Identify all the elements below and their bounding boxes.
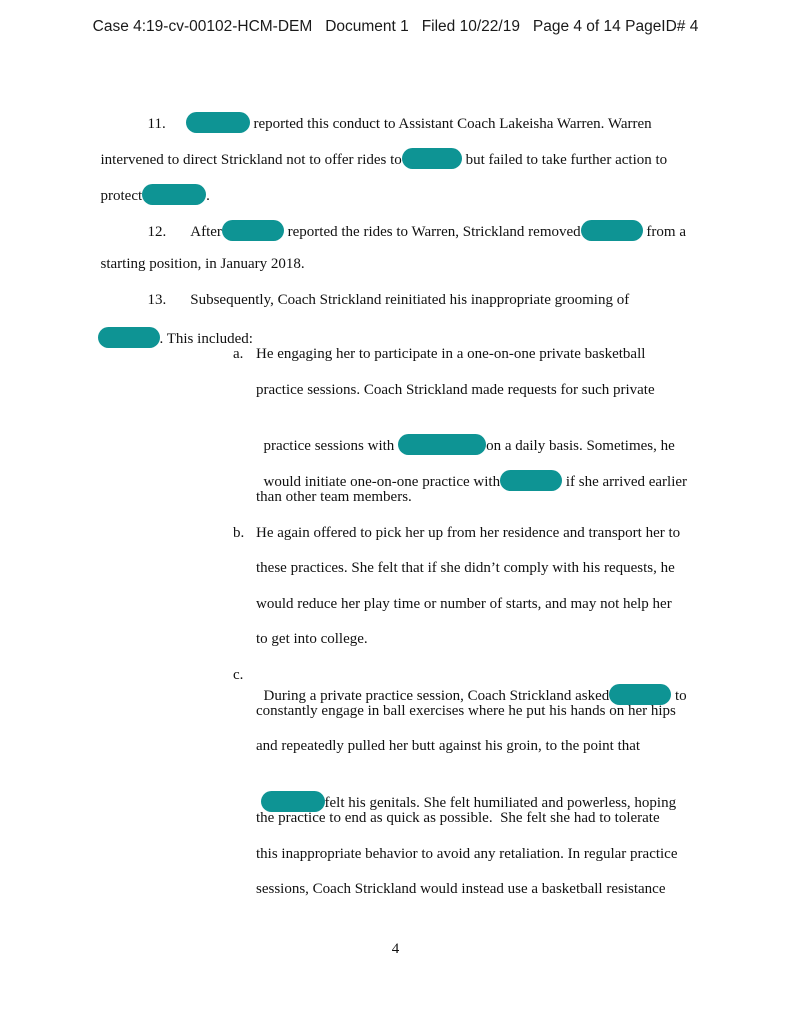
redaction-block	[402, 148, 462, 169]
list-c-line-1: During a private practice session, Coach Strickland asked to	[256, 666, 687, 705]
list-a-line-5: than other team members.	[256, 489, 412, 505]
document-header	[0, 18, 791, 36]
redaction-block	[98, 327, 160, 348]
paragraph-number: 12.	[147, 224, 167, 240]
redaction-block	[500, 470, 562, 491]
paragraph-11-line-1: 11. reported this conduct to Assistant Coach Lakeisha Warren. Warren	[140, 94, 652, 133]
paragraph-13-line-2: . This included:	[90, 309, 253, 348]
paragraph-number: 13.	[147, 292, 167, 308]
document-number: Document 1	[325, 18, 409, 35]
case-number: Case 4:19-cv-00102-HCM-DEM	[92, 18, 313, 35]
list-b-line-3: would reduce her play time or number of starts, and may not help her	[256, 596, 672, 612]
list-a-line-3: practice sessions with on a daily basis. Sometimes, he	[256, 416, 675, 455]
list-marker-c: c.	[233, 667, 244, 683]
paragraph-13-line-1: 13. Subsequently, Coach Strickland reinitiated his inappropriate grooming of	[147, 292, 630, 308]
paragraph-12-line-2: starting position, in January 2018.	[100, 256, 305, 272]
list-b-line-2: these practices. She felt that if she didn’t comply with his requests, he	[256, 560, 675, 576]
redaction-block	[581, 220, 643, 241]
list-a-line-4: would initiate one-on-one practice with if she arrived earlier	[256, 452, 687, 491]
list-c-line-3: and repeatedly pulled her butt against his groin, to the point that	[256, 738, 641, 754]
list-c-line-6: this inappropriate behavior to avoid any retaliation. In regular practice	[256, 846, 678, 862]
page-id: PageID# 4	[625, 18, 699, 35]
list-c-line-4: felt his genitals. She felt humiliated and powerless, hoping	[253, 773, 676, 812]
list-a-line-2: practice sessions. Coach Strickland made requests for such private	[256, 382, 655, 398]
paragraph-number: 11.	[147, 116, 166, 132]
paragraph-11-line-2: intervened to direct Strickland not to offer rides to but failed to take further action to	[93, 130, 667, 169]
paragraph-11-line-3: protect .	[93, 166, 210, 205]
list-b-line-4: to get into college.	[256, 631, 368, 647]
list-b-line-1: He again offered to pick her up from her residence and transport her to	[256, 525, 681, 541]
list-marker-a: a.	[233, 346, 244, 362]
list-c-line-5: the practice to end as quick as possible. She felt she had to tolerate	[256, 810, 660, 826]
list-marker-b: b.	[233, 525, 245, 541]
page-of: Page 4 of 14	[532, 18, 621, 35]
filed-date: Filed 10/22/19	[421, 18, 520, 35]
list-c-line-2: constantly engage in ball exercises where he put his hands on her hips	[256, 703, 676, 719]
page-number: 4	[391, 941, 400, 957]
paragraph-12-line-1: 12. After reported the rides to Warren, Strickland removed from a	[140, 202, 686, 241]
list-c-line-7: sessions, Coach Strickland would instead use a basketball resistance	[256, 881, 666, 897]
list-a-line-1: He engaging her to participate in a one-on-one private basketball	[256, 346, 646, 362]
